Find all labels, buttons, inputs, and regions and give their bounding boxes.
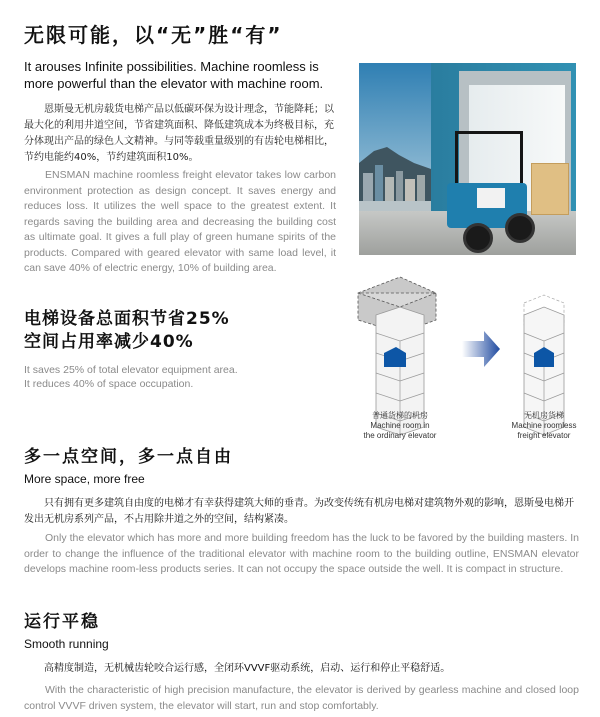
section1-heading-cn: 无限可能，以“无”胜“有”: [24, 23, 283, 47]
roomless-elevator-caption: [494, 411, 594, 441]
section3-heading-en: More space, more free: [24, 472, 145, 486]
section1-body-cn: 恩斯曼无机房载货电梯产品以低碳环保为设计理念，节能降耗；以最大化的利用井道空间，节省建筑面积、降低建筑成本为终极目标，充分体现出产品的绿色人文精神。与同等载重量级别的有齿轮电梯相比，节约电能约40%，节约建筑面积10%。: [24, 104, 334, 163]
section2-heading-cn: [24, 308, 230, 354]
forklift-panel: [477, 188, 505, 208]
section3-heading-cn: 多一点空间，多一点自由: [24, 447, 233, 467]
forklift-elevator-photo: [359, 63, 576, 255]
ordinary-elevator-caption: [350, 411, 450, 441]
city-skyline-icon: [359, 143, 431, 213]
section4-heading-en: Smooth running: [24, 637, 109, 651]
section2-body-en-line2: It reduces 40% of space occupation.: [24, 378, 194, 390]
section4-heading-cn: 运行平稳: [24, 612, 100, 632]
section1-body-en: ENSMAN machine roomless freight elevator takes low carbon environment protection as design concept. It saves energy and reduces loss. It utilizes the well space to the greatest extent. It regards saving the building area and decreasing the building cost as ultimate goal. It gives a full play of green humane spirits of the products. Compared with geared elevator with same load level, it can save 40% of electric energy, 10% of building area.: [24, 169, 336, 274]
left-caption-en1: Machine room in: [370, 421, 430, 430]
forklift-cage: [455, 131, 523, 189]
section1-heading-en-line2: more powerful than the elevator with machine room.: [24, 76, 324, 91]
section2-heading-cn-line2: 空间占用率减少40%: [24, 332, 194, 352]
section3-body-en: Only the elevator which has more and more building freedom has the luck to be favored by the building masters. In order to change the influence of the traditional elevator with machine room to the building outline, ENSMAN elevator develops machine room-less products series. It can not occupy the space outside the well. It is compact in structure.: [24, 532, 579, 575]
forklift-wheel: [463, 223, 493, 253]
section3-body-cn: 只有拥有更多建筑自由度的电梯才有幸获得建筑大师的垂青。为改变传统有机房电梯对建筑物外观的影响，恩斯曼电梯开发出无机房系列产品，不占用除井道之外的空间，结构紧凑。: [24, 498, 574, 525]
right-caption-en2: freight elevator: [517, 431, 571, 440]
machine-room-comparison-diagram: [340, 275, 600, 440]
right-caption-cn: 无机房货梯: [524, 411, 564, 420]
cargo-box: [531, 163, 569, 215]
left-caption-en2: the ordinary elevator: [363, 431, 437, 440]
section2-body-en-line1: It saves 25% of total elevator equipment area.: [24, 364, 238, 376]
left-caption-cn: 普通货梯的机房: [372, 411, 428, 420]
section1-heading-en: [24, 58, 344, 92]
section4-body-cn: 高精度制造，无机械齿轮咬合运行感，全闭环VVVF驱动系统，启动、运行和停止平稳舒适。: [44, 663, 451, 674]
right-caption-en1: Machine roomless: [511, 421, 577, 430]
section1-heading-en-line1: It arouses Infinite possibilities. Machine roomless is: [24, 59, 319, 74]
section4-body-en: With the characteristic of high precision manufacture, the elevator is derived by gearless machine and closed loop control VVVF driven system, the elevator will start, run and stop comfortably.: [24, 684, 579, 712]
section2-body-en: [24, 363, 324, 391]
section2-heading-cn-line1: 电梯设备总面积节省25%: [24, 309, 230, 329]
forklift-wheel: [505, 213, 535, 243]
